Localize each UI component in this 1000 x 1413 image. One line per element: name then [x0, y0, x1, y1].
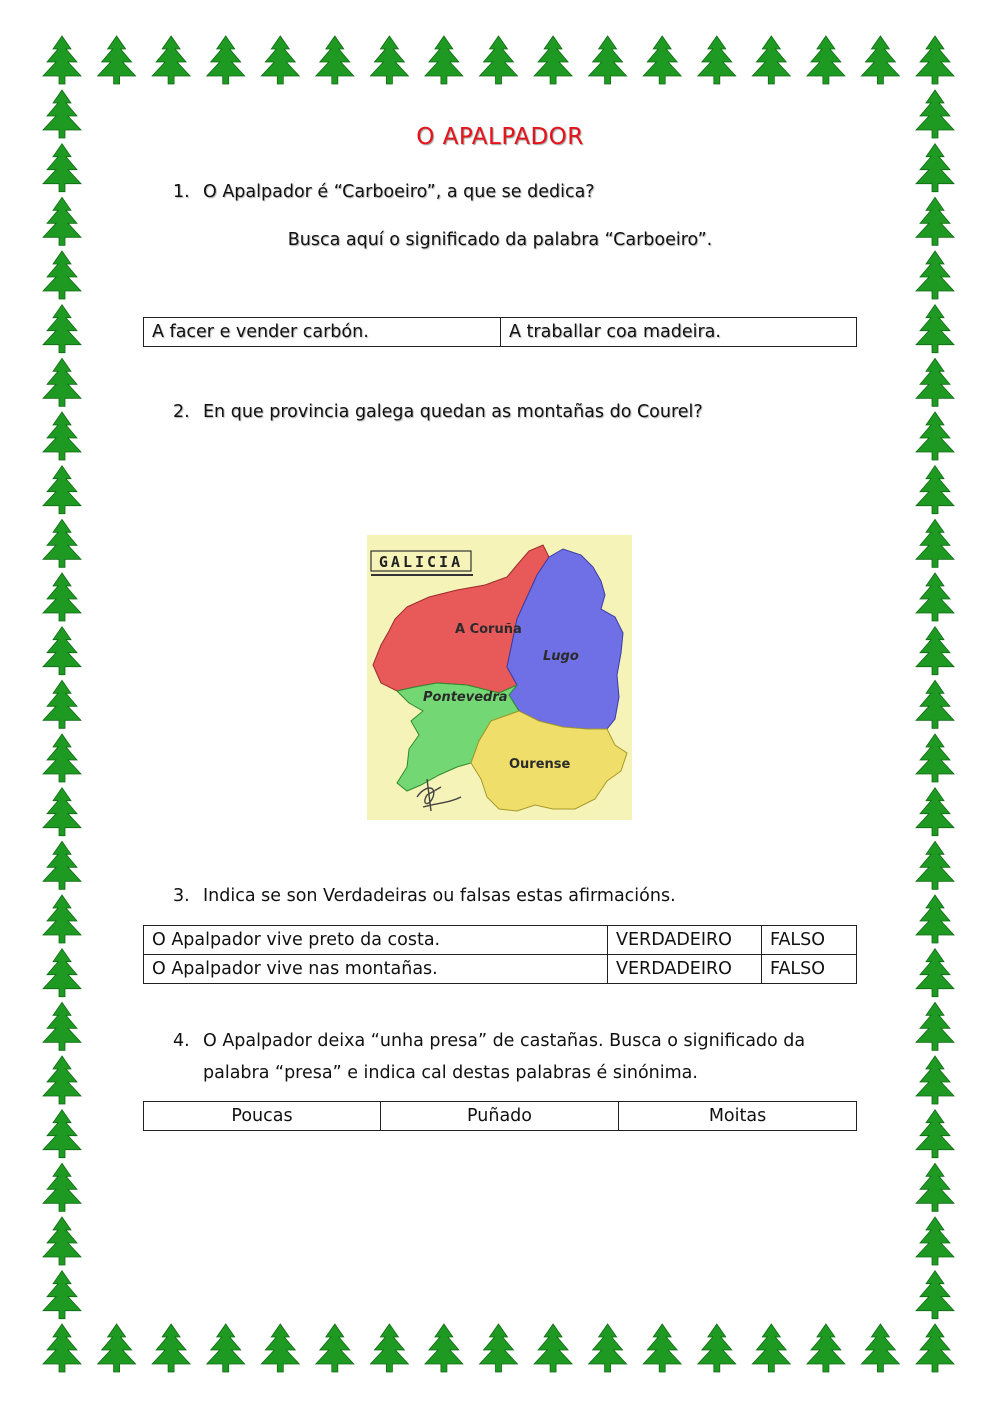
- pine-tree-icon: [43, 251, 81, 299]
- pine-tree-icon: [916, 251, 954, 299]
- question-number: 1.: [173, 182, 190, 202]
- pine-tree-icon: [752, 36, 790, 84]
- pine-tree-icon: [916, 1217, 954, 1265]
- pine-tree-icon: [752, 1324, 790, 1372]
- pine-tree-icon: [698, 1324, 736, 1372]
- pine-tree-icon: [425, 36, 463, 84]
- pine-tree-icon: [98, 36, 136, 84]
- question-number: 3.: [173, 886, 190, 906]
- pine-tree-icon: [916, 949, 954, 997]
- pine-tree-icon: [916, 895, 954, 943]
- region-label-pontevedra: Pontevedra: [423, 690, 508, 705]
- pine-tree-icon: [370, 36, 408, 84]
- region-label-a-coruna: A Coruña: [455, 622, 522, 637]
- pine-tree-icon: [43, 1324, 81, 1372]
- question-text: En que provincia galega quedan as montañas do Courel?: [203, 402, 703, 422]
- pine-tree-icon: [152, 36, 190, 84]
- pine-tree-icon: [425, 1324, 463, 1372]
- pine-tree-icon: [261, 36, 299, 84]
- pine-tree-icon: [43, 1056, 81, 1104]
- pine-tree-icon: [861, 36, 899, 84]
- pine-tree-icon: [261, 1324, 299, 1372]
- synonym-options-table: [143, 1101, 857, 1131]
- pine-tree-icon: [916, 573, 954, 621]
- pine-tree-icon: [43, 1002, 81, 1050]
- pine-tree-icon: [861, 1324, 899, 1372]
- map-heading: GALICIA: [378, 553, 464, 571]
- pine-tree-icon: [43, 895, 81, 943]
- pine-tree-icon: [480, 1324, 518, 1372]
- pine-tree-icon: [916, 734, 954, 782]
- pine-tree-icon: [916, 412, 954, 460]
- pine-tree-icon: [916, 1110, 954, 1158]
- pine-tree-icon: [916, 841, 954, 889]
- pine-tree-icon: [43, 144, 81, 192]
- page-title: O APALPADOR: [416, 124, 584, 150]
- pine-tree-icon: [534, 1324, 572, 1372]
- pine-tree-icon: [207, 1324, 245, 1372]
- question-1: [173, 182, 595, 202]
- pine-tree-icon: [916, 305, 954, 353]
- pine-tree-icon: [43, 358, 81, 406]
- pine-tree-icon: [43, 680, 81, 728]
- pine-tree-icon: [589, 36, 627, 84]
- pine-tree-icon: [43, 788, 81, 836]
- pine-tree-icon: [207, 36, 245, 84]
- question-3: [173, 886, 676, 906]
- pine-tree-icon: [643, 1324, 681, 1372]
- region-label-lugo: Lugo: [543, 649, 579, 664]
- statement-cell: O Apalpador vive nas montañas.: [144, 955, 608, 984]
- pine-tree-icon: [643, 36, 681, 84]
- pine-tree-icon: [43, 627, 81, 675]
- question-number: 4.: [173, 1031, 190, 1051]
- pine-tree-icon: [43, 1163, 81, 1211]
- question-text-line-1: O Apalpador deixa “unha presa” de castañas. Busca o significado da: [203, 1031, 806, 1051]
- pine-tree-icon: [916, 36, 954, 84]
- question-text: O Apalpador é “Carboeiro”, a que se dedica?: [203, 182, 595, 202]
- pine-tree-icon: [807, 36, 845, 84]
- statement-cell: O Apalpador vive preto da costa.: [144, 926, 608, 955]
- pine-tree-icon: [916, 358, 954, 406]
- pine-tree-icon: [370, 1324, 408, 1372]
- pine-tree-icon: [807, 1324, 845, 1372]
- pine-tree-icon: [43, 36, 81, 84]
- pine-tree-icon: [916, 1002, 954, 1050]
- pine-tree-icon: [43, 519, 81, 567]
- answer-option[interactable]: A traballar coa madeira.: [501, 318, 857, 347]
- question-1-options-table: [143, 317, 857, 347]
- pine-tree-icon: [43, 841, 81, 889]
- pine-tree-icon: [916, 1056, 954, 1104]
- pine-tree-icon: [916, 519, 954, 567]
- question-4: [173, 1031, 805, 1051]
- pine-tree-icon: [916, 1324, 954, 1372]
- true-false-table: [143, 925, 857, 984]
- pine-tree-icon: [916, 680, 954, 728]
- pine-tree-icon: [316, 36, 354, 84]
- pine-tree-icon: [589, 1324, 627, 1372]
- pine-tree-icon: [916, 144, 954, 192]
- pine-tree-icon: [916, 788, 954, 836]
- answer-option[interactable]: Puñado: [381, 1102, 619, 1131]
- galicia-map: [367, 535, 632, 820]
- question-1-hint: Busca aquí o significado da palabra “Carboeiro”.: [287, 230, 713, 250]
- pine-tree-icon: [43, 412, 81, 460]
- pine-tree-icon: [152, 1324, 190, 1372]
- question-text-line-2: palabra “presa” e indica cal destas palabras é sinónima.: [203, 1063, 698, 1083]
- pine-tree-icon: [43, 734, 81, 782]
- pine-tree-icon: [916, 627, 954, 675]
- pine-tree-icon: [43, 1110, 81, 1158]
- pine-tree-icon: [480, 36, 518, 84]
- table-row: [144, 955, 857, 984]
- map-heading-graphic: [371, 551, 473, 575]
- false-option[interactable]: FALSO: [762, 955, 857, 984]
- pine-tree-icon: [43, 949, 81, 997]
- pine-tree-icon: [916, 1163, 954, 1211]
- false-option[interactable]: FALSO: [762, 926, 857, 955]
- true-option[interactable]: VERDADEIRO: [608, 955, 762, 984]
- answer-option[interactable]: Poucas: [144, 1102, 381, 1131]
- pine-tree-icon: [698, 36, 736, 84]
- answer-option[interactable]: Moitas: [619, 1102, 857, 1131]
- pine-tree-icon: [534, 36, 572, 84]
- question-2: [173, 402, 703, 422]
- pine-tree-icon: [43, 1271, 81, 1319]
- region-label-ourense: Ourense: [509, 757, 571, 772]
- pine-tree-icon: [43, 573, 81, 621]
- question-text: Indica se son Verdadeiras ou falsas estas afirmacións.: [203, 886, 676, 906]
- pine-tree-icon: [98, 1324, 136, 1372]
- pine-tree-icon: [43, 305, 81, 353]
- pine-tree-icon: [43, 466, 81, 514]
- answer-option[interactable]: A facer e vender carbón.: [144, 318, 501, 347]
- pine-tree-icon: [916, 466, 954, 514]
- true-option[interactable]: VERDADEIRO: [608, 926, 762, 955]
- pine-tree-icon: [316, 1324, 354, 1372]
- question-number: 2.: [173, 402, 190, 422]
- pine-tree-icon: [43, 1217, 81, 1265]
- table-row: [144, 926, 857, 955]
- pine-tree-icon: [916, 1271, 954, 1319]
